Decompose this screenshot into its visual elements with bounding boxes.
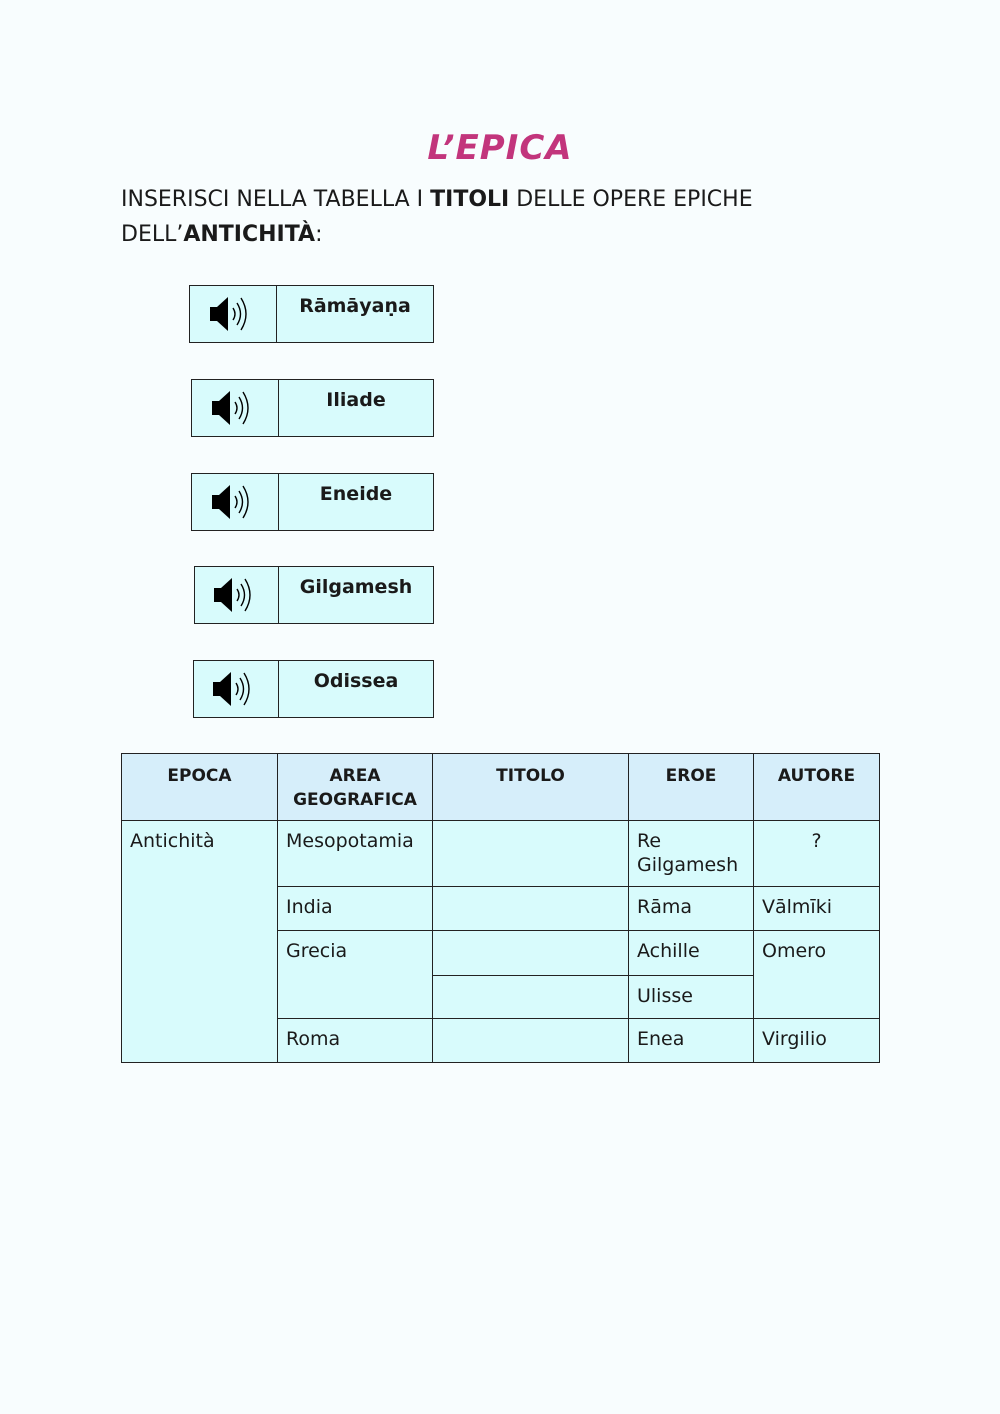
- area-cell: India: [278, 887, 433, 931]
- audio-card-label: Iliade: [326, 389, 386, 411]
- header-epoca: EPOCA: [122, 754, 278, 821]
- eroe-cell: [629, 821, 754, 887]
- audio-card-gilgamesh[interactable]: [194, 566, 434, 624]
- audio-card-label: Odissea: [313, 670, 399, 692]
- instruction-part2: DELLE OPERE EPICHE DELL’: [121, 187, 753, 247]
- speaker-icon[interactable]: [195, 567, 279, 623]
- table-header-row: [122, 754, 880, 821]
- audio-card-ramayana[interactable]: [189, 285, 434, 343]
- eroe-cell: Achille: [629, 931, 754, 976]
- eroe-cell: Rāma: [629, 887, 754, 931]
- audio-card-label: Rāmāyaṇa: [299, 295, 411, 317]
- instruction-bold1: TITOLI: [430, 187, 510, 212]
- instruction-part3: :: [315, 222, 323, 247]
- titolo-answer-cell[interactable]: [433, 821, 629, 887]
- header-eroe: EROE: [629, 754, 754, 821]
- instruction-part1: INSERISCI NELLA TABELLA I: [121, 187, 431, 212]
- eroe-line1: Re: [637, 830, 662, 852]
- eroe-cell: Ulisse: [629, 976, 754, 1019]
- audio-card-iliade[interactable]: [191, 379, 434, 437]
- epoca-cell: Antichità: [122, 821, 278, 1063]
- titolo-answer-cell[interactable]: [433, 887, 629, 931]
- area-cell: Mesopotamia: [278, 821, 433, 887]
- audio-card-eneide[interactable]: [191, 473, 434, 531]
- autore-cell: Vālmīki: [754, 887, 880, 931]
- titolo-answer-cell[interactable]: [433, 976, 629, 1019]
- autore-cell: ?: [754, 821, 880, 887]
- header-area: [278, 754, 433, 821]
- page-title: L’EPICA: [427, 128, 573, 168]
- titolo-answer-cell[interactable]: [433, 931, 629, 976]
- header-titolo: TITOLO: [433, 754, 629, 821]
- epics-table: [121, 753, 880, 1063]
- titolo-answer-cell[interactable]: [433, 1019, 629, 1063]
- area-cell: Grecia: [278, 931, 433, 1019]
- header-autore: AUTORE: [754, 754, 880, 821]
- audio-card-odissea[interactable]: [193, 660, 434, 718]
- audio-card-label: Gilgamesh: [299, 576, 413, 598]
- instruction-text: [121, 182, 881, 252]
- speaker-icon[interactable]: [192, 380, 279, 436]
- autore-cell: Omero: [754, 931, 880, 1019]
- speaker-icon[interactable]: [194, 661, 279, 717]
- header-area-line2: GEOGRAFICA: [293, 790, 417, 810]
- header-area-line1: AREA: [329, 766, 381, 786]
- speaker-icon[interactable]: [192, 474, 279, 530]
- eroe-line2: Gilgamesh: [637, 854, 739, 876]
- instruction-bold2: ANTICHITÀ: [183, 222, 316, 247]
- speaker-icon[interactable]: [190, 286, 277, 342]
- audio-card-label: Eneide: [319, 483, 393, 505]
- eroe-cell: Enea: [629, 1019, 754, 1063]
- table-row: [122, 821, 880, 887]
- area-cell: Roma: [278, 1019, 433, 1063]
- autore-cell: Virgilio: [754, 1019, 880, 1063]
